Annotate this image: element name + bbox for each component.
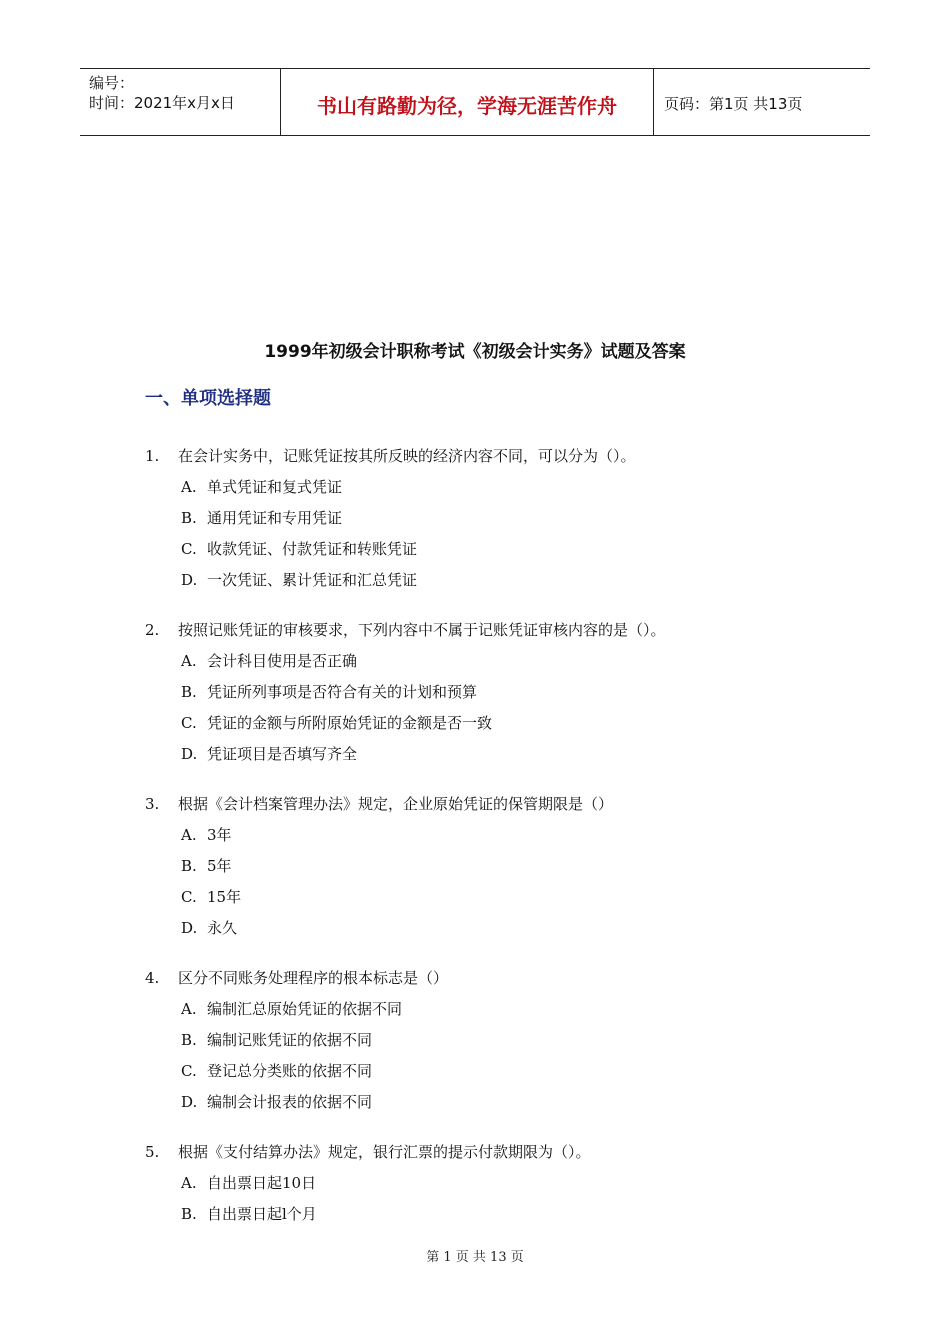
option-letter: A. [181,478,197,496]
question-line [145,618,845,649]
option-item [145,823,845,854]
option-item [145,1171,845,1202]
question-text: 区分不同账务处理程序的根本标志是（） [178,969,449,987]
option-letter: B. [181,1205,197,1223]
question-item [145,618,845,773]
question-number: 3. [145,795,160,813]
option-item [145,742,845,773]
option-item [145,475,845,506]
question-line [145,792,845,823]
question-line [145,444,845,475]
option-letter: B. [181,1031,197,1049]
question-list [145,444,845,1252]
question-line [145,966,845,997]
document-title: 1999年初级会计职称考试《初级会计实务》试题及答案 [264,342,686,362]
option-letter: A. [181,1174,197,1192]
option-text: 一次凭证、累计凭证和汇总凭证 [207,571,418,589]
option-item [145,1202,845,1233]
question-item [145,1140,845,1233]
option-item [145,885,845,916]
option-letter: A. [181,826,197,844]
section-heading: 一、单项选择题 [145,388,271,409]
header-page-info: 页码：第1页 共13页 [664,94,803,113]
option-letter: C. [181,1062,197,1080]
option-letter: C. [181,714,197,732]
question-item [145,792,845,947]
option-text: 自出票日起10日 [207,1174,317,1192]
option-text: 凭证的金额与所附原始凭证的金额是否一致 [207,714,493,732]
option-text: 15年 [207,888,242,906]
option-letter: D. [181,571,198,589]
header-meta [80,69,281,135]
header-number-label: 编号： [89,74,135,92]
option-text: 3年 [207,826,232,844]
question-text: 在会计实务中，记账凭证按其所反映的经济内容不同，可以分为（）。 [178,447,636,465]
option-item [145,537,845,568]
question-number: 2. [145,621,160,639]
header-motto: 书山有路勤为径，学海无涯苦作舟 [281,69,654,135]
option-letter: C. [181,540,197,558]
option-letter: C. [181,888,197,906]
page-footer: 第 1 页 共 13 页 [426,1250,524,1265]
option-text: 收款凭证、付款凭证和转账凭证 [207,540,418,558]
question-text: 根据《支付结算办法》规定，银行汇票的提示付款期限为（）。 [178,1143,591,1161]
option-text: 编制记账凭证的依据不同 [207,1031,373,1049]
question-item [145,966,845,1121]
question-number: 4. [145,969,160,987]
option-letter: B. [181,857,197,875]
question-number: 5. [145,1143,160,1161]
option-item [145,997,845,1028]
option-item [145,854,845,885]
option-text: 会计科目使用是否正确 [207,652,358,670]
option-text: 5年 [207,857,232,875]
question-text: 根据《会计档案管理办法》规定，企业原始凭证的保管期限是（） [178,795,614,813]
question-number: 1. [145,447,160,465]
option-item [145,506,845,537]
option-item [145,649,845,680]
option-item [145,711,845,742]
option-item [145,680,845,711]
option-letter: D. [181,1093,198,1111]
option-letter: D. [181,919,198,937]
option-item [145,1090,845,1121]
option-text: 编制汇总原始凭证的依据不同 [207,1000,403,1018]
option-item [145,1028,845,1059]
question-line [145,1140,845,1171]
option-text: 永久 [207,919,238,937]
option-item [145,1059,845,1090]
option-text: 通用凭证和专用凭证 [207,509,343,527]
question-item [145,444,845,599]
option-text: 凭证项目是否填写齐全 [207,745,358,763]
question-text: 按照记账凭证的审核要求，下列内容中不属于记账凭证审核内容的是（）。 [178,621,666,639]
option-letter: B. [181,683,197,701]
option-letter: A. [181,1000,197,1018]
option-item [145,568,845,599]
page-header [80,68,870,136]
option-text: 自出票日起l个月 [207,1205,317,1223]
option-text: 单式凭证和复式凭证 [207,478,343,496]
option-text: 凭证所列事项是否符合有关的计划和预算 [207,683,478,701]
option-item [145,916,845,947]
option-letter: A. [181,652,197,670]
option-letter: B. [181,509,197,527]
option-text: 登记总分类账的依据不同 [207,1062,373,1080]
header-time-label: 时间：2021年x月x日 [89,94,235,112]
option-letter: D. [181,745,198,763]
option-text: 编制会计报表的依据不同 [207,1093,373,1111]
